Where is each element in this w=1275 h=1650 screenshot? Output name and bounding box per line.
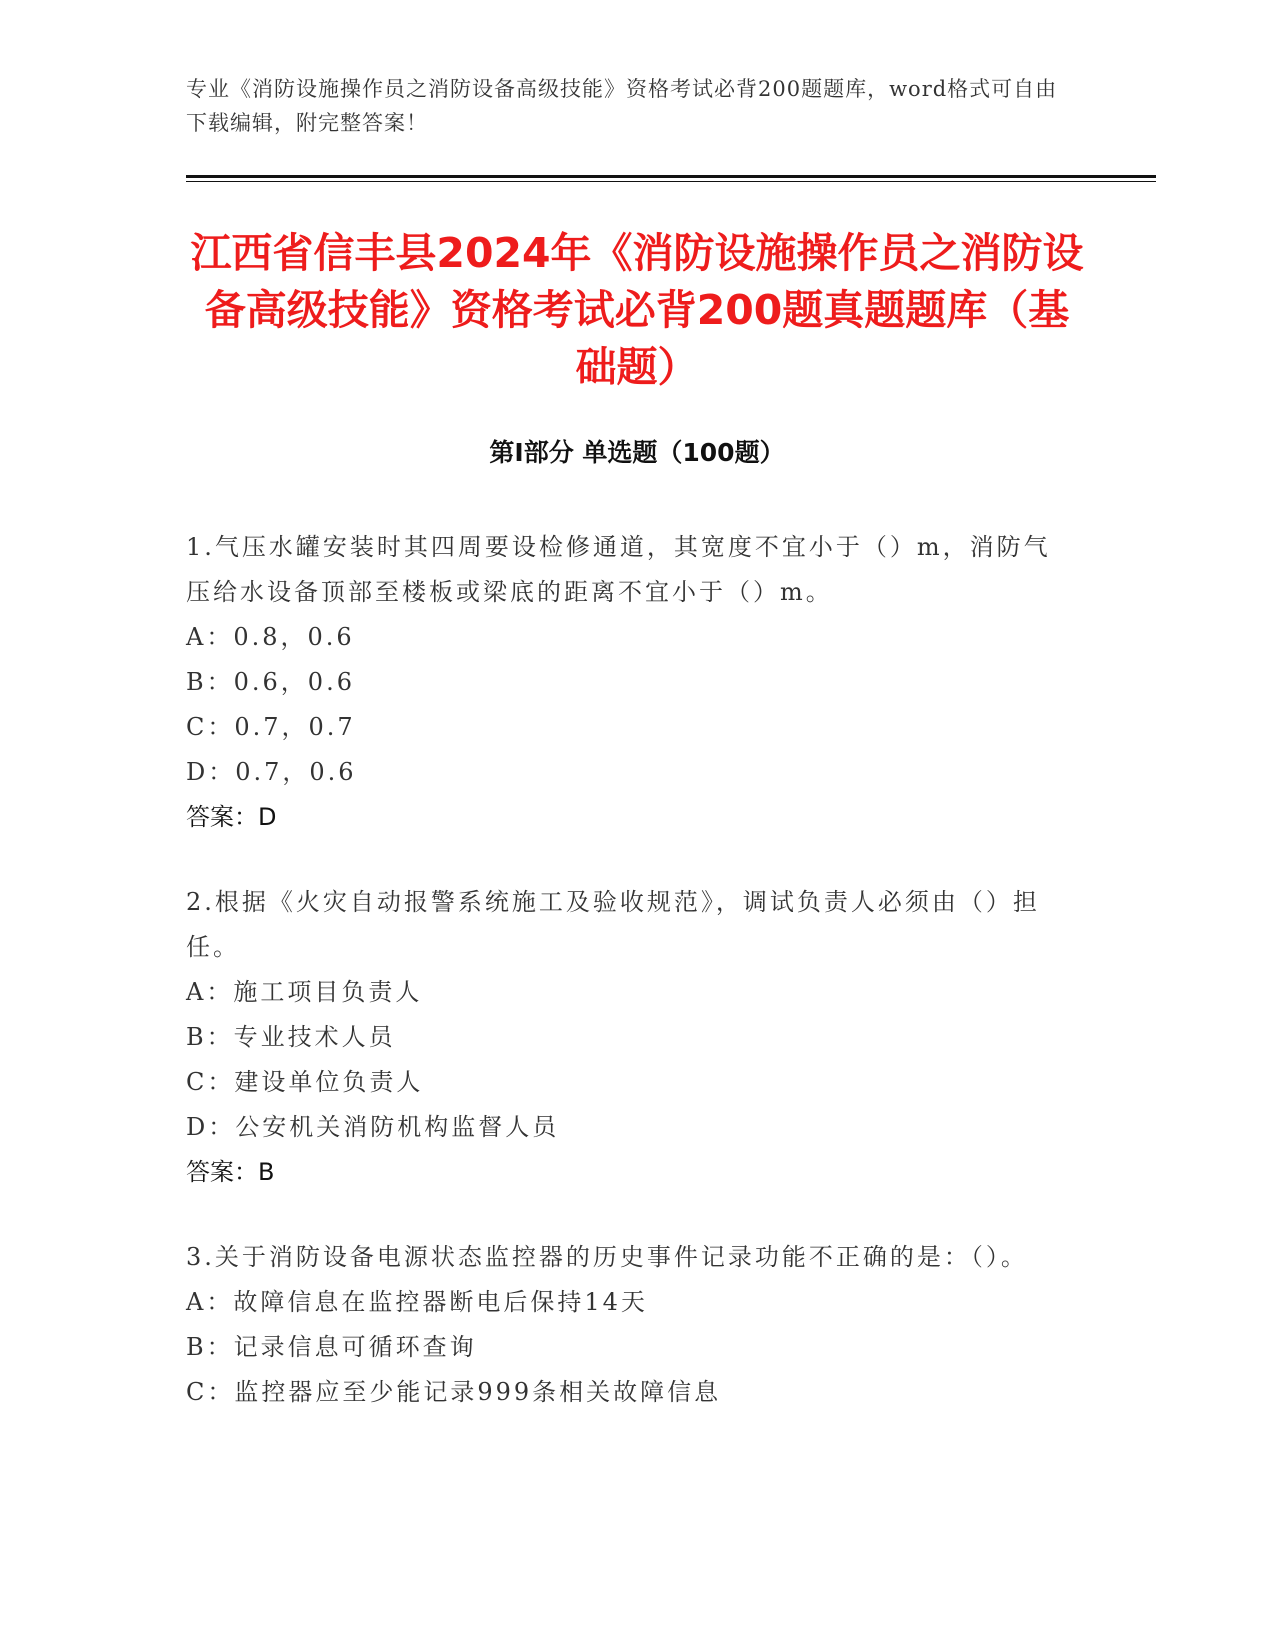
option-b: B：0.6，0.6: [186, 668, 355, 696]
option-c: C：0.7，0.7: [186, 713, 356, 741]
option-b: B：记录信息可循环查询: [186, 1333, 477, 1361]
option-c: C：建设单位负责人: [186, 1068, 424, 1096]
option-a: A：故障信息在监控器断电后保持14天: [186, 1288, 648, 1316]
question-2: [186, 880, 1066, 1195]
option-b: B：专业技术人员: [186, 1023, 396, 1051]
question-stem: 1.气压水罐安装时其四周要设检修通道，其宽度不宜小于（）m，消防气压给水设备顶部至楼板或梁底的距离不宜小于（）m。: [186, 533, 1051, 606]
answer: 答案：D: [186, 803, 277, 831]
section-title: 第Ⅰ部分 单选题（100题）: [489, 438, 785, 467]
document-title: 江西省信丰县2024年《消防设施操作员之消防设备高级技能》资格考试必背200题真题题库（基础题）: [190, 229, 1084, 391]
option-d: D：公安机关消防机构监督人员: [186, 1113, 560, 1141]
option-a: A：施工项目负责人: [186, 978, 423, 1006]
option-a: A：0.8，0.6: [186, 623, 355, 651]
question-list: [186, 525, 1066, 1455]
question-stem: 2.根据《火灾自动报警系统施工及验收规范》，调试负责人必须由（）担任。: [186, 888, 1040, 961]
header-note: 专业《消防设施操作员之消防设备高级技能》资格考试必背200题题库，word格式可自由下载编辑，附完整答案！: [186, 77, 1058, 135]
question-stem: 3.关于消防设备电源状态监控器的历史事件记录功能不正确的是：（）。: [186, 1243, 1028, 1271]
answer: 答案：B: [186, 1158, 275, 1186]
header-divider-thick: [186, 175, 1156, 178]
option-d: D：0.7，0.6: [186, 758, 357, 786]
option-c: C：监控器应至少能记录999条相关故障信息: [186, 1378, 722, 1406]
question-3: [186, 1235, 1066, 1415]
header-divider-thin: [186, 181, 1156, 182]
question-1: [186, 525, 1066, 840]
